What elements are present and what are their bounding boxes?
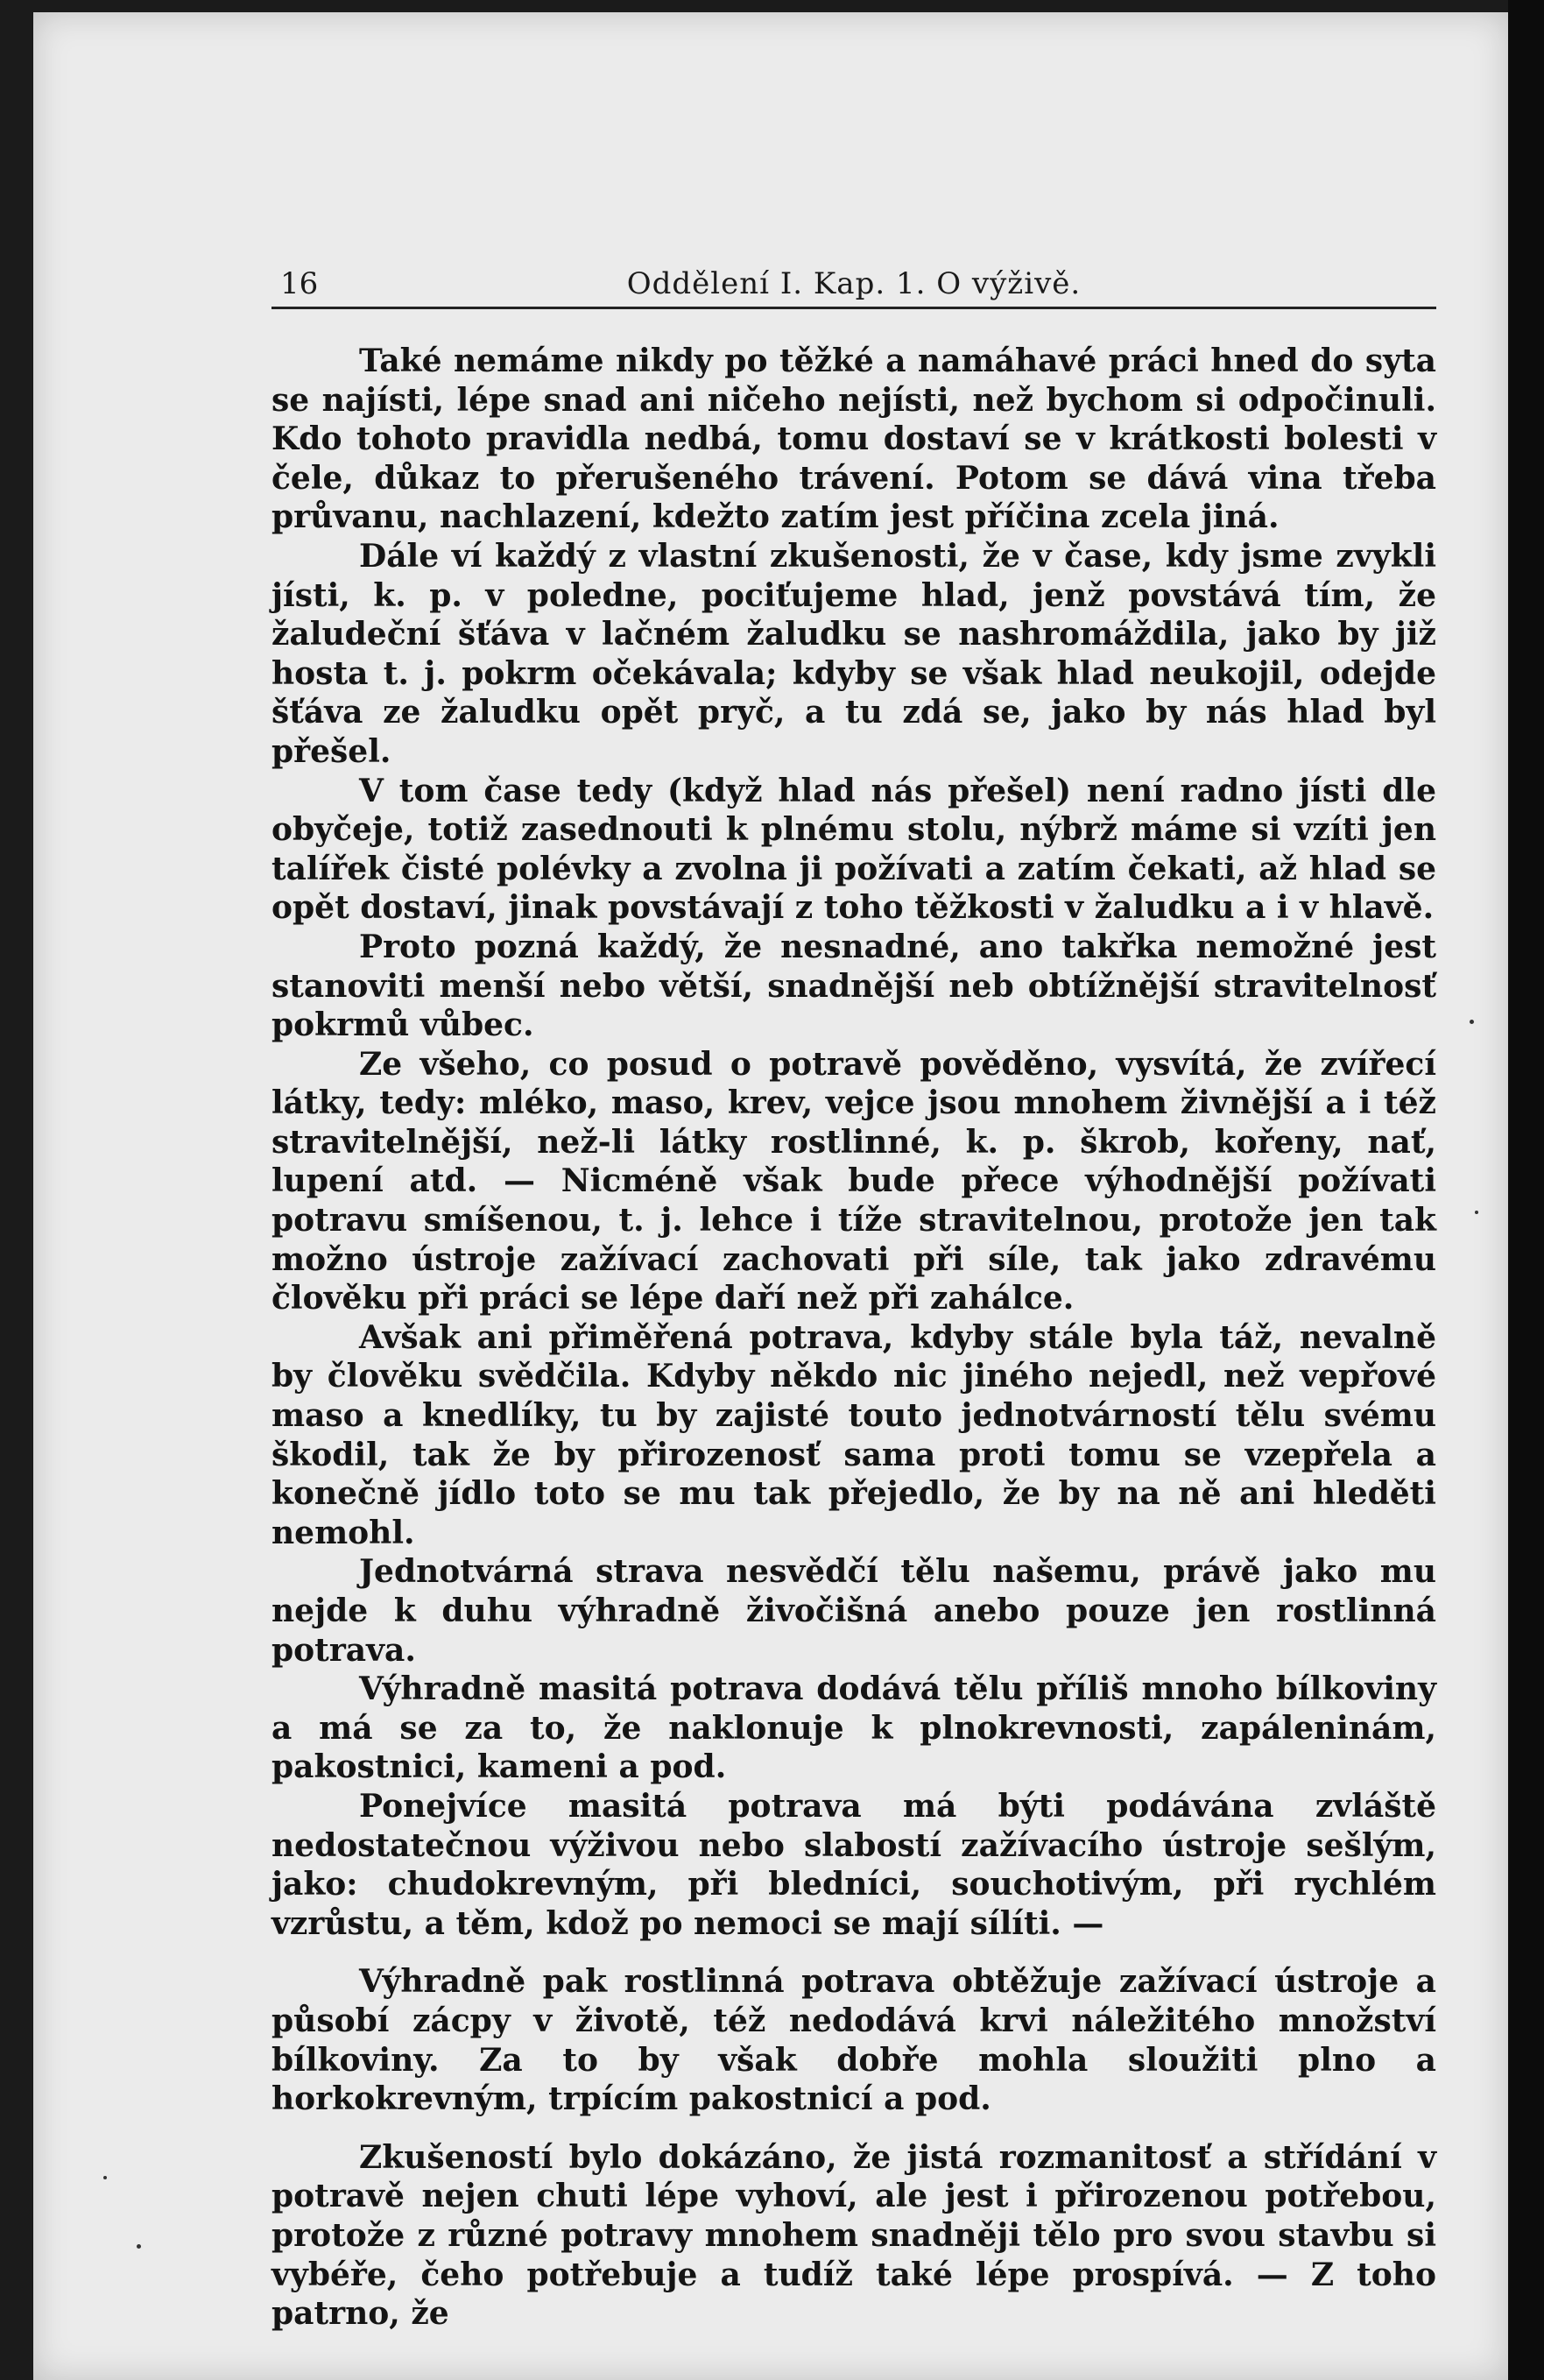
scan-speck [103, 2176, 107, 2179]
paragraph: Ze všeho, co posud o potravě pověděno, vysvítá, že zvířecí látky, tedy: mléko, maso, krev, vejce jsou mnohem živnější a i též stravitelnější, než-li látky rostlinné, k. p. škrob, kořeny, nať, lupení atd. — Nicméně však bude přece výhodnější požívati potravu smíšenou, t. j. lehce i tíže stravitelnou, protože jen tak možno ústroje zažívací zachovati při síle, tak jako zdravému člověku při práci se lépe daří než při zahálce. [271, 1045, 1436, 1317]
scan-speck [1470, 1020, 1474, 1024]
paragraph: Také nemáme nikdy po těžké a namáhavé práci hned do syta se najísti, lépe snad ani ničeho nejísti, než bychom si odpočinuli. Kdo tohoto pravidla nedbá, tomu dostaví se v krátkosti bolesti v čele, důkaz to přerušeného trávení. Potom se dává vina třeba průvanu, nachlazení, kdežto zatím jest příčina zcela jiná. [271, 343, 1436, 536]
paragraph: Výhradně masitá potrava dodává tělu příliš mnoho bílkoviny a má se za to, že naklonuje k plnokrevnosti, zapáleninám, pakostnici, kameni a pod. [271, 1670, 1436, 1786]
paragraph: Jednotvárná strava nesvědčí tělu našemu, právě jako mu nejde k duhu výhradně živočišná anebo pouze jen rostlinná potrava. [271, 1553, 1436, 1669]
paragraph: Proto pozná každý, že nesnadné, ano takřka nemožné jest stanoviti menší nebo větší, snadnější neb obtížnější stravitelnosť pokrmů vůbec. [271, 928, 1436, 1044]
paragraph: Výhradně pak rostlinná potrava obtěžuje zažívací ústroje a působí zácpy v životě, též nedodává krvi náležitého množství bílkoviny. Za to by však dobře mohla sloužiti plno a horkokrevným, trpícím pakostnicí a pod. [271, 1963, 1436, 2118]
page-number: 16 [280, 266, 319, 301]
paragraph: Ponejvíce masitá potrava má býti podávána zvláště nedostatečnou výživou nebo slabostí zažívacího ústroje sešlým, jako: chudokrevným, při bledníci, souchotivým, při rychlém vzrůstu, a těm, kdož po nemoci se mají sílíti. — [271, 1787, 1436, 1942]
paragraph: V tom čase tedy (když hlad nás přešel) není radno jísti dle obyčeje, totiž zasednouti k plnému stolu, nýbrž máme si vzíti jen talířek čisté polévky a zvolna ji požívati a zatím čekati, až hlad se opět dostaví, jinak povstávají z toho těžkosti v žaludku a i v hlavě. [271, 772, 1436, 927]
page-header [271, 263, 1436, 309]
scan-speck [137, 2244, 141, 2249]
paragraph: Dále ví každý z vlastní zkušenosti, že v čase, kdy jsme zvykli jísti, k. p. v poledne, pociťujeme hlad, jenž povstává tím, že žaludeční šťáva v lačném žaludku se nashromáždila, jako by již hosta t. j. pokrm očekávala; kdyby se však hlad neukojil, odejde šťáva ze žaludku opět pryč, a tu zdá se, jako by nás hlad byl přešel. [271, 537, 1436, 770]
body-text [271, 342, 1436, 2334]
scan-speck [1475, 1211, 1478, 1214]
running-head: Oddělení I. Kap. 1. O výživě. [626, 266, 1082, 301]
paragraph: Avšak ani přiměřená potrava, kdyby stále byla táž, nevalně by člověku svědčila. Kdyby někdo nic jiného nejedl, než vepřové maso a knedlíky, tu by zajisté touto jednotvárností tělu svému škodil, tak že by přirozenosť sama proti tomu se vzepřela a konečně jídlo toto se mu tak přejedlo, že by na ně ani hleděti nemohl. [271, 1318, 1436, 1551]
paragraph: Zkušeností bylo dokázáno, že jistá rozmanitosť a střídání v potravě nejen chuti lépe vyhoví, ale jest i přirozenou potřebou, protože z různé potravy mnohem snadněji tělo pro svou stavbu si vybéře, čeho potřebuje a tudíž také lépe prospívá. — Z toho patrno, že [271, 2138, 1436, 2333]
scan-border [1508, 0, 1544, 2380]
